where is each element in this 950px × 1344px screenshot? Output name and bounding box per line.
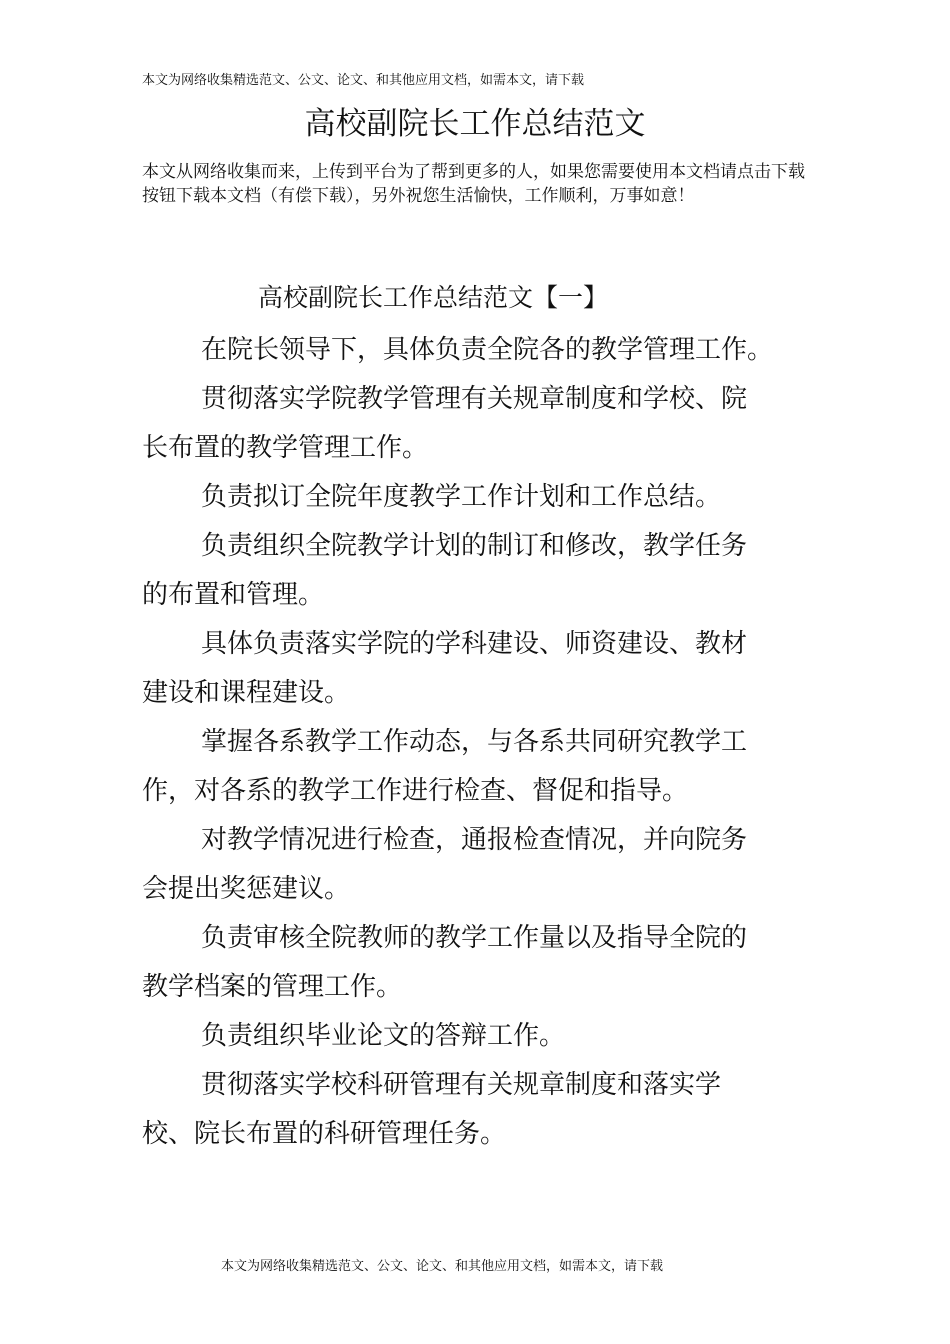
document-title: 高校副院长工作总结范文 [304, 106, 646, 142]
paragraph [142, 620, 822, 718]
paragraph-line: 在院长领导下，具体负责全院各的教学管理工作。 [201, 335, 774, 365]
paragraph [142, 718, 822, 816]
paragraph-line: 建设和课程建设。 [142, 678, 351, 708]
document-body [142, 326, 822, 1159]
paragraph-line: 会提出奖惩建议。 [142, 874, 351, 904]
paragraph-line: 负责组织毕业论文的答辩工作。 [201, 1021, 566, 1051]
paragraph-line: 负责拟订全院年度教学工作计划和工作总结。 [201, 482, 722, 512]
section-title: 高校副院长工作总结范文【一】 [258, 283, 609, 312]
paragraph-line: 贯彻落实学院教学管理有关规章制度和学校、院 [201, 384, 748, 414]
paragraph-line: 贯彻落实学校科研管理有关规章制度和落实学 [201, 1070, 722, 1100]
paragraph-line: 教学档案的管理工作。 [142, 972, 403, 1002]
paragraph [142, 473, 822, 522]
paragraph [142, 522, 822, 620]
paragraph-line: 具体负责落实学院的学科建设、师资建设、教材 [201, 629, 748, 659]
paragraph [142, 326, 822, 375]
paragraph-line: 对教学情况进行检查，通报检查情况，并向院务 [201, 825, 748, 855]
paragraph-line: 长布置的教学管理工作。 [142, 433, 429, 463]
paragraph [142, 1061, 822, 1159]
paragraph-line: 负责审核全院教师的教学工作量以及指导全院的 [201, 923, 748, 953]
paragraph-line: 校、院长布置的科研管理任务。 [142, 1119, 507, 1149]
paragraph-line: 负责组织全院教学计划的制订和修改，教学任务 [201, 531, 748, 561]
paragraph [142, 914, 822, 1012]
paragraph-line: 作，对各系的教学工作进行检查、督促和指导。 [142, 776, 689, 806]
paragraph-line: 的布置和管理。 [142, 580, 325, 610]
paragraph [142, 1012, 822, 1061]
intro-paragraph: 本文从网络收集而来，上传到平台为了帮到更多的人，如果您需要使用本文档请点击下载按钮下载本文档（有偿下载），另外祝您生活愉快，工作顺利，万事如意！ [142, 162, 805, 206]
footer-note: 本文为网络收集精选范文、公文、论文、和其他应用文档，如需本文，请下载 [221, 1259, 664, 1274]
paragraph [142, 375, 822, 473]
header-note: 本文为网络收集精选范文、公文、论文、和其他应用文档，如需本文，请下载 [142, 73, 585, 88]
paragraph-line: 掌握各系教学工作动态，与各系共同研究教学工 [201, 727, 748, 757]
paragraph [142, 816, 822, 914]
